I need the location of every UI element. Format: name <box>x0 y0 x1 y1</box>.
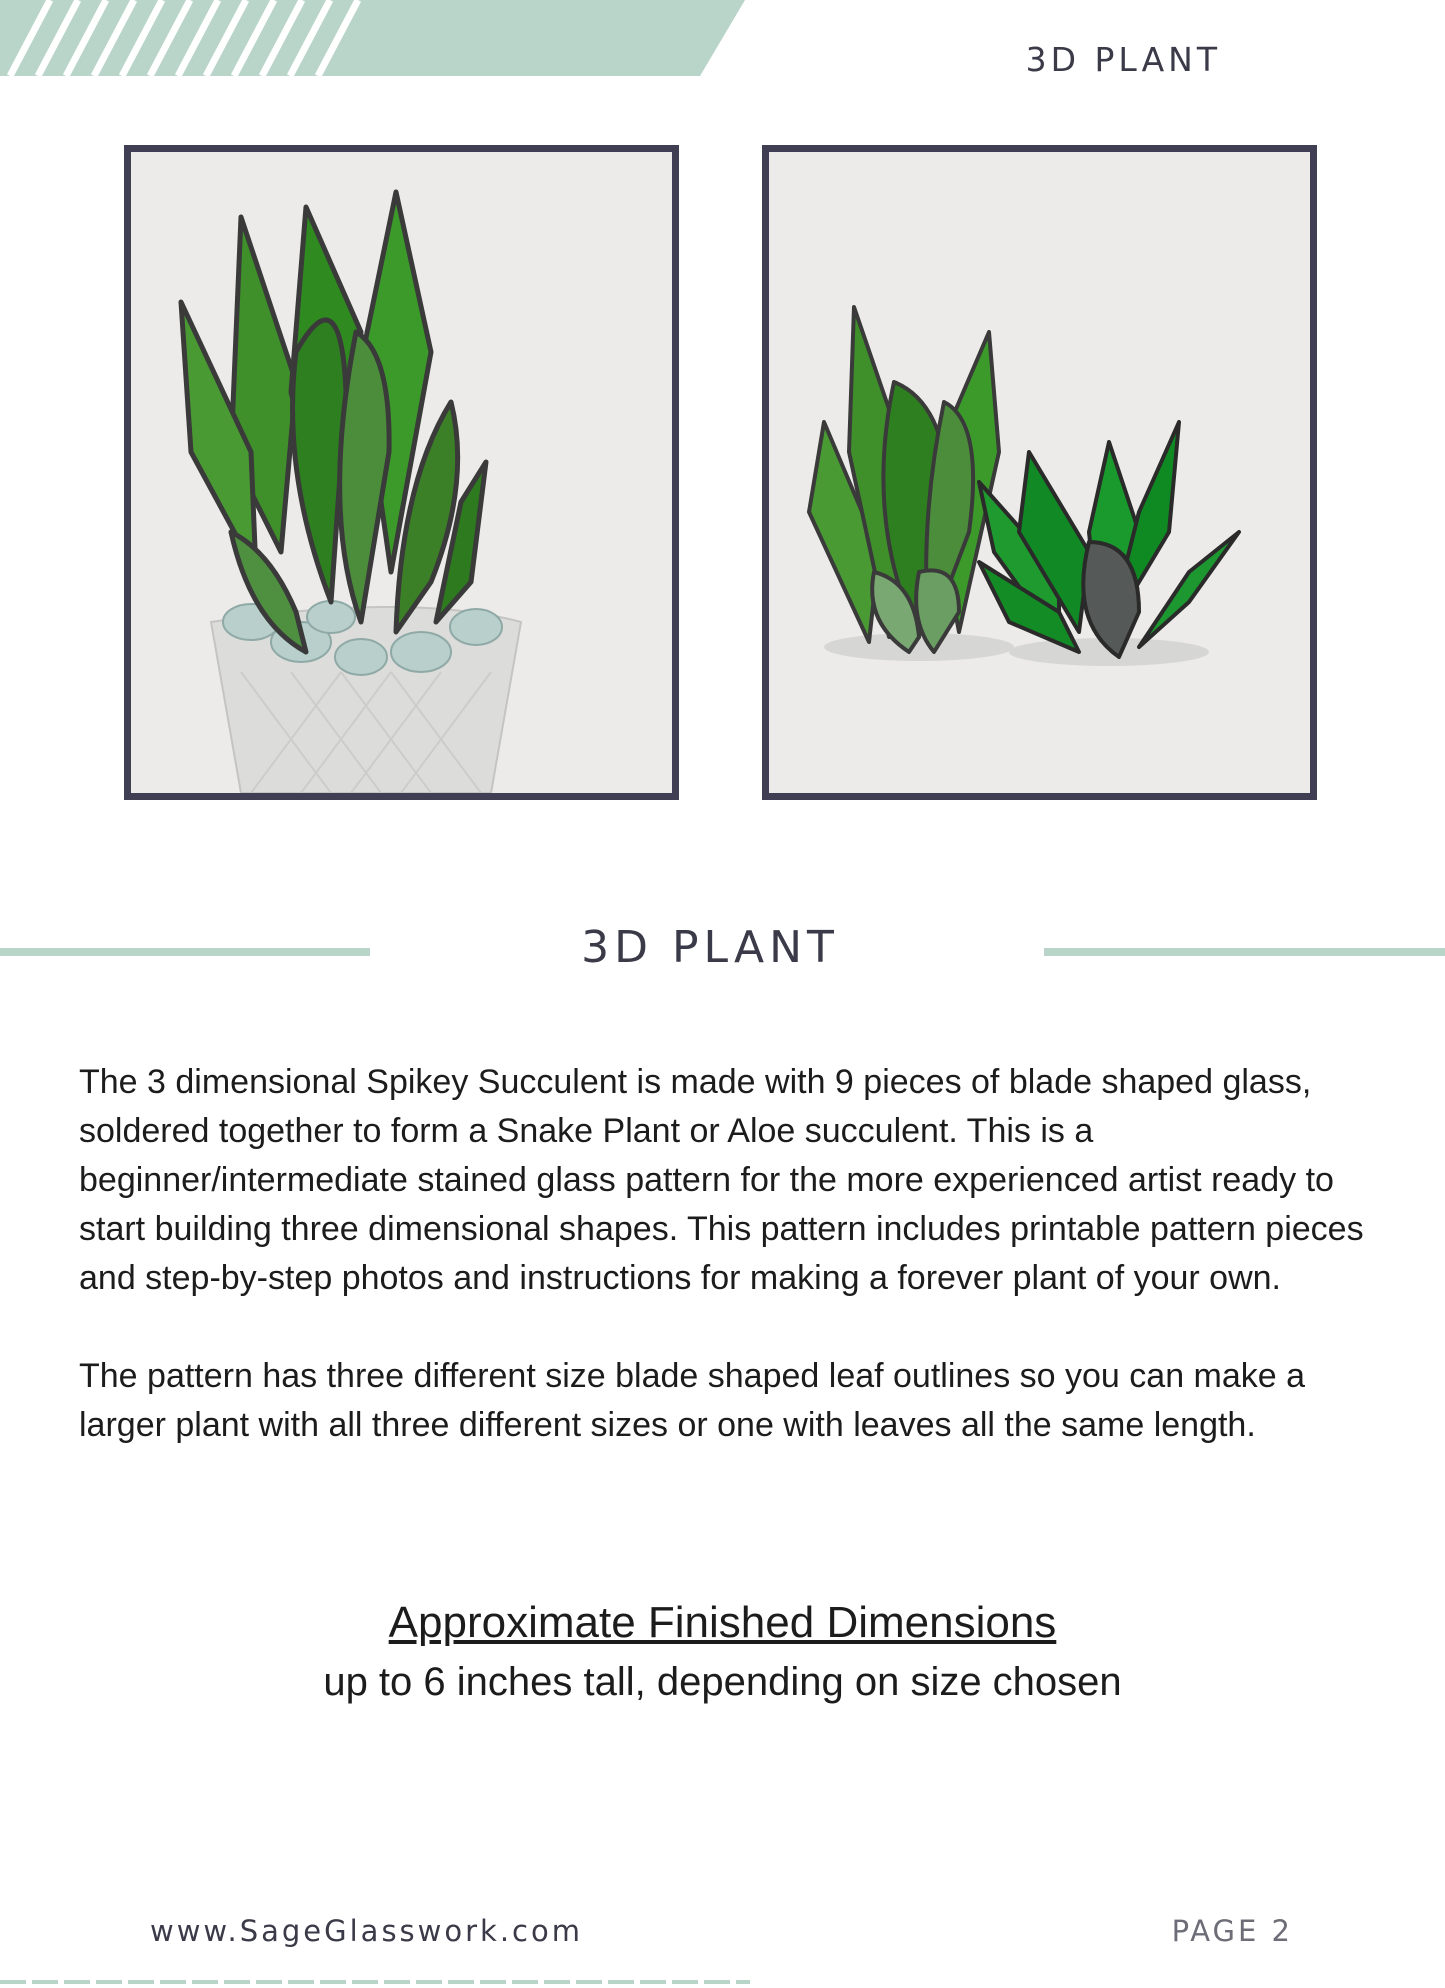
page-number: PAGE 2 <box>1171 1914 1293 1948</box>
header-banner <box>0 0 745 76</box>
two-succulents-photo <box>762 145 1317 800</box>
header-title: 3D PLANT <box>1025 40 1221 79</box>
potted-snake-plant-photo <box>124 145 679 800</box>
section-title: 3D PLANT <box>581 922 839 973</box>
dimensions-title: Approximate Finished Dimensions <box>388 1598 1057 1647</box>
footer-website: www.SageGlasswork.com <box>150 1914 583 1948</box>
description <box>79 1058 1369 1499</box>
description-paragraph-1: The 3 dimensional Spikey Succulent is made with 9 pieces of blade shaped glass, soldered together to form a Snake Plant or Aloe succulent. This is a beginner/intermediate stained glass pattern for the more experienced artist ready to start building three dimensional shapes. This pattern includes printable pattern pieces and step-by-step photos and instructions for making a forever plant of your own. <box>79 1063 1364 1297</box>
description-paragraph-2: The pattern has three different size blade shaped leaf outlines so you can make a larger plant with all three different sizes or one with leaves all the same length. <box>79 1357 1306 1444</box>
footer-dash-line <box>0 1979 750 1985</box>
section-rule-right <box>1044 948 1445 956</box>
dimensions-value: up to 6 inches tall, depending on size chosen <box>323 1660 1122 1704</box>
